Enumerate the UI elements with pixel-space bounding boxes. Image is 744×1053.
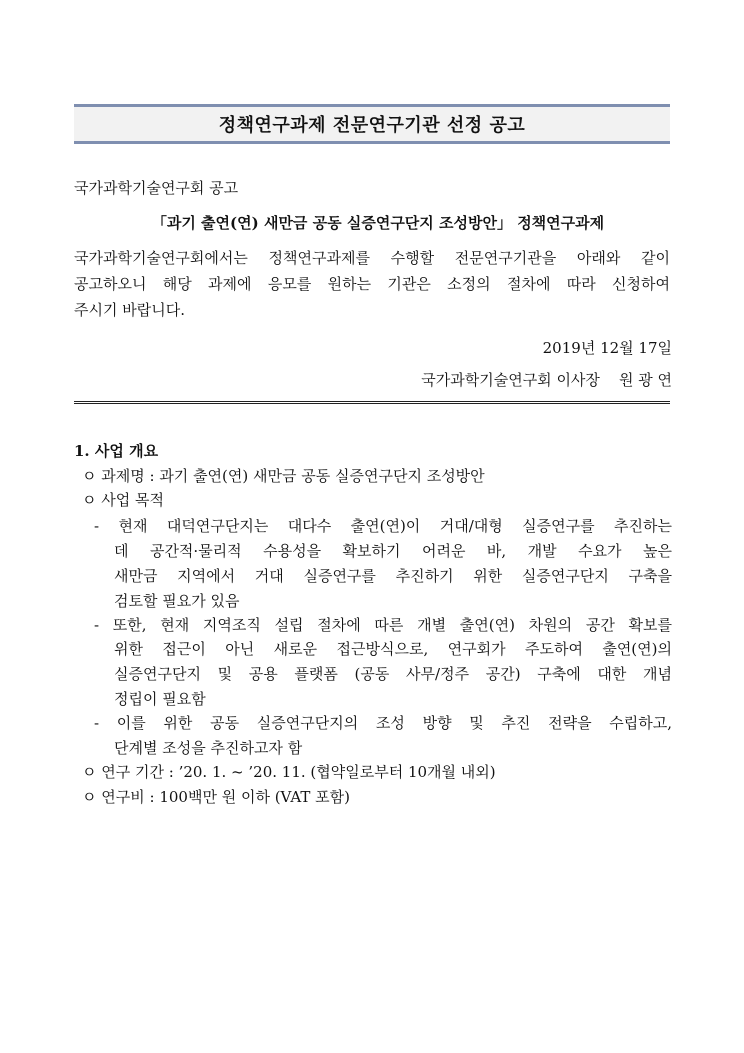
- bullet1-line-3: 새만금 지역에서 거대 실증연구를 추진하기 위한 실증연구단지 구축을: [114, 567, 672, 585]
- bullet1-line-2: 데 공간적·물리적 수용성을 확보하기 어려운 바, 개발 수요가 높은: [114, 542, 672, 560]
- bullet3-line-2: 단계별 조성을 추진하고자 함: [114, 739, 303, 757]
- page-title: 정책연구과제 전문연구기관 선정 공고: [218, 115, 526, 136]
- purpose-item: ㅇ 사업 목적: [82, 491, 164, 509]
- bullet2-line-1: - 또한, 현재 지역조직 설립 절차에 따른 개별 출연(연) 차원의 공간 확보를: [94, 616, 672, 634]
- bullet1-line-1: - 현재 대덕연구단지는 대다수 출연(연)이 거대/대형 실증연구를 추진하는: [94, 517, 672, 535]
- bullet2-line-3: 실증연구단지 및 공용 플랫폼 (공동 사무/정주 공간) 구축에 대한 개념: [114, 665, 672, 683]
- task-name-item: ㅇ 과제명 : 과기 출연(연) 새만금 공동 실증연구단지 조성방안: [82, 467, 485, 485]
- title-box: [74, 104, 670, 144]
- signer: 국가과학기술연구회 이사장 원 광 연: [421, 371, 672, 389]
- intro-line-3: 주시기 바랍니다.: [74, 301, 185, 319]
- budget-item: ㅇ 연구비 : 100백만 원 이하 (VAT 포함): [82, 788, 350, 806]
- date: 2019년 12월 17일: [542, 339, 672, 357]
- double-divider: [74, 401, 670, 404]
- intro-line-1: 국가과학기술연구회에서는 정책연구과제를 수행할 전문연구기관을 아래와 같이: [74, 249, 670, 267]
- bullet2-line-2: 위한 접근이 아닌 새로운 접근방식으로, 연구회가 주도하여 출연(연)의: [114, 640, 672, 658]
- intro-line-2: 공고하오니 해당 과제에 응모를 원하는 기관은 소정의 절차에 따라 신청하여: [74, 275, 670, 293]
- subject: 「과기 출연(연) 새만금 공동 실증연구단지 조성방안」 정책연구과제: [151, 214, 605, 232]
- bullet3-line-1: - 이를 위한 공동 실증연구단지의 조성 방향 및 추진 전략을 수립하고,: [94, 714, 672, 732]
- bullet2-line-4: 정립이 필요함: [114, 690, 206, 708]
- announcer: 국가과학기술연구회 공고: [74, 179, 239, 197]
- period-item: ㅇ 연구 기간 : ’20. 1. ~ ’20. 11. (협약일로부터 10개월 내외): [82, 763, 496, 781]
- section-heading: 1. 사업 개요: [74, 442, 159, 460]
- bullet1-line-4: 검토할 필요가 있음: [114, 592, 240, 610]
